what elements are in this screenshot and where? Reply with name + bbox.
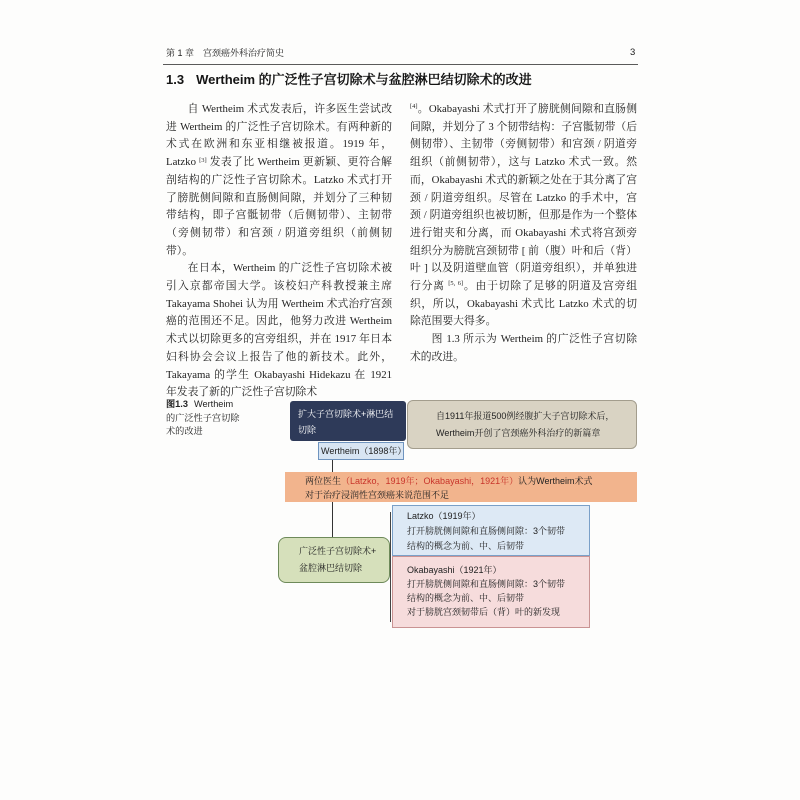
section-heading [166,71,532,89]
chapter-title: 宫颈癌外科治疗简史 [203,48,285,58]
box-text: 自1911年报道500例经腹扩大子宫切除术后， [436,411,615,421]
box-text: 切除 [298,425,317,435]
critique-doctors: （Latzko，1919年；Okabayashi，1921年） [341,476,519,486]
paragraph-text: 。Okabayashi 术式打开了膀胱侧间隙和直肠侧间隙，并划分了 3 个韧带结构：子宫骶韧带（后侧韧带）、主韧带（旁侧韧带）和宫颈 / 阴道旁组织（前侧韧带），这与 Latzko 术式一致。然而，Okabayashi 术式的新颖之处在于其分离了宫颈 / 阴道旁组织。尽管在 Latzko 的手术中，宫颈 / 阴道旁组织也被切断，但那是作为一个整体进行钳夹和分离，而 Okabayashi 术式将宫颈旁组织分为膀胱宫颈韧带 [ 前（腹）叶和后（背）叶 ] 以及阴道壁血管（阴道旁组织），并单独进行分离 [410,103,637,293]
citation: [5, 6] [448,280,464,288]
section-number: 1.3 [166,72,185,87]
paragraph-text: 发表了比 Wertheim 更新颖、更符合解剖结构的广泛性子宫切除术。Latzko 术式打开了膀胱侧间隙和直肠侧间隙，并划分了三种韧带结构，即子宫骶韧带（后侧韧带）、主韧带（旁侧韧带）和宫颈 / 阴道旁组织（前侧韧带）。 [166,156,392,257]
band-line [305,474,637,488]
box-text: 结构的概念为前、中、后韧带 [407,593,525,603]
chapter-number: 第 1 章 [166,48,195,58]
box-title: Latzko（1919年） [407,511,481,521]
box-okabayashi-1921 [392,556,590,628]
running-header [166,46,284,60]
paragraph [166,101,392,260]
paragraph: 在日本，Wertheim 的广泛性子宫切除术被引入京都帝国大学。该校妇产科教授兼主席 Takayama Shohei 认为用 Wertheim 术式治疗宫颈癌的范围还不足。因此，他努力改进 Wertheim 术式以切除更多的宫旁组织，并在 1917 年日本妇科协会会议上报告了他的新技术。此外，Takayama 的学生 Okabayashi Hidekazu 在 1921 年发表了新的广泛性子宫切除术 [166,262,392,399]
critique-prefix: 两位医生 [305,476,342,486]
paragraph-text: 。由于切除了足够的阴道及宫旁组织，所以，Okabayashi 术式比 Latzko 术式的切除范围要大得多。 [410,280,637,328]
paragraph-text: 自 Wertheim 术式发表后，许多医生尝试改进 Wertheim 的广泛性子宫切除术。有两种新的术式在欧洲和东亚相继被报道。1919 年，Latzko [166,103,392,169]
paragraph: 图 1.3 所示为 Wertheim 的广泛性子宫切除术的改进。 [410,333,637,363]
box-history-note [407,400,637,449]
figure-label: 图1.3 [166,399,188,409]
connector-bracket [390,512,391,622]
box-text: 结构的概念为前、中、后韧带 [407,541,525,551]
box-wertheim-1898 [318,442,407,460]
page-number: 3 [630,47,636,58]
box-text: 广泛性子宫切除术+ [299,546,377,556]
box-title: Okabayashi（1921年） [407,565,502,575]
box-radical-hysterectomy [278,537,390,583]
box-text: Wertheim（1898年） [321,446,407,456]
box-latzko-1919 [392,505,590,556]
right-column [410,101,637,367]
band-line: 对于治疗浸润性宫颈癌来说范围不足 [305,490,450,500]
box-text: Wertheim开创了宫颈癌外科治疗的新篇章 [436,428,601,438]
box-text: 扩大子宫切除术+淋巴结 [298,409,394,419]
citation: [4] [410,103,418,111]
figure-caption-text: Wertheim 的广泛性子宫切除术的改进 [166,399,240,436]
box-text: 打开膀胱侧间隙和直肠侧间隙：3个韧带 [407,579,566,589]
left-column [166,101,392,402]
box-text: 对于膀胱宫颈韧带后（背）叶的新发现 [407,607,561,617]
citation: [3] [199,156,207,164]
section-title: Wertheim 的广泛性子宫切除术与盆腔淋巴结切除术的改进 [196,72,532,87]
box-extended-hysterectomy [290,401,406,441]
box-text: 打开膀胱侧间隙和直肠侧间隙：3个韧带 [407,526,566,536]
paragraph [410,101,637,331]
box-text: 盆腔淋巴结切除 [299,563,363,573]
critique-suffix: 认为Wertheim术式 [518,476,593,486]
band-critique [285,472,637,502]
header-rule [163,64,638,65]
figure-caption [166,398,244,439]
